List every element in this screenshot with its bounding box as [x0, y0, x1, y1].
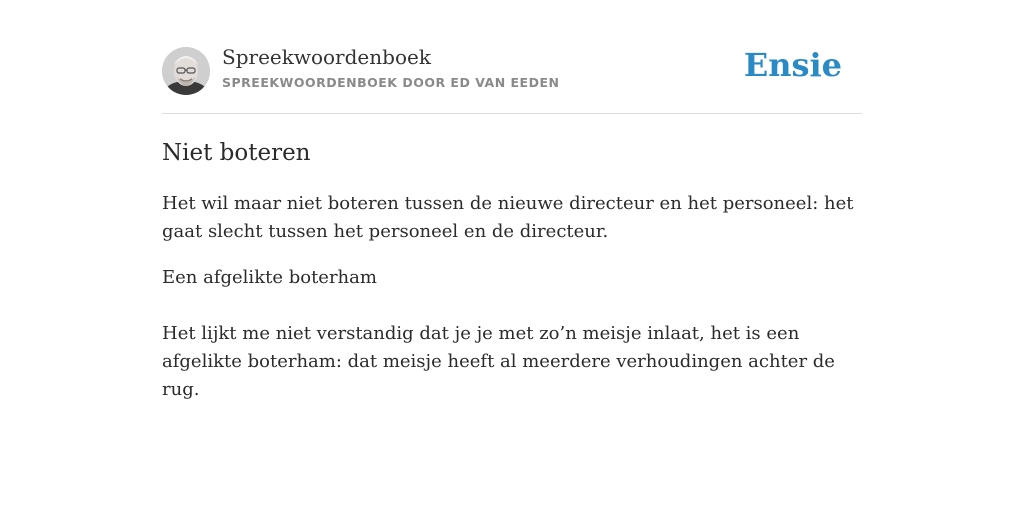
entry-paragraph: Het lijkt me niet verstandig dat je je met zo’n meisje inlaat, het is een afgelikte boterham: dat meisje heeft al meerdere verhoudingen achter de rug.	[162, 323, 835, 400]
avatar-portrait-icon	[162, 47, 210, 95]
site-title-link[interactable]: Spreekwoordenboek	[222, 45, 431, 69]
page-container	[162, 0, 862, 400]
entry-paragraph: Een afgelikte boterham	[162, 267, 377, 288]
ensie-logo-link[interactable]: Ensie	[743, 46, 842, 84]
header	[162, 0, 862, 114]
entry-title: Niet boteren	[162, 140, 311, 166]
author-avatar[interactable]	[162, 47, 210, 95]
site-subtitle: SPREEKWOORDENBOEK DOOR ED VAN EEDEN	[222, 75, 560, 90]
entry-content	[162, 137, 862, 404]
entry-paragraph: Het wil maar niet boteren tussen de nieuwe directeur en het personeel: het gaat slecht tussen het personeel en de directeur.	[162, 193, 854, 242]
